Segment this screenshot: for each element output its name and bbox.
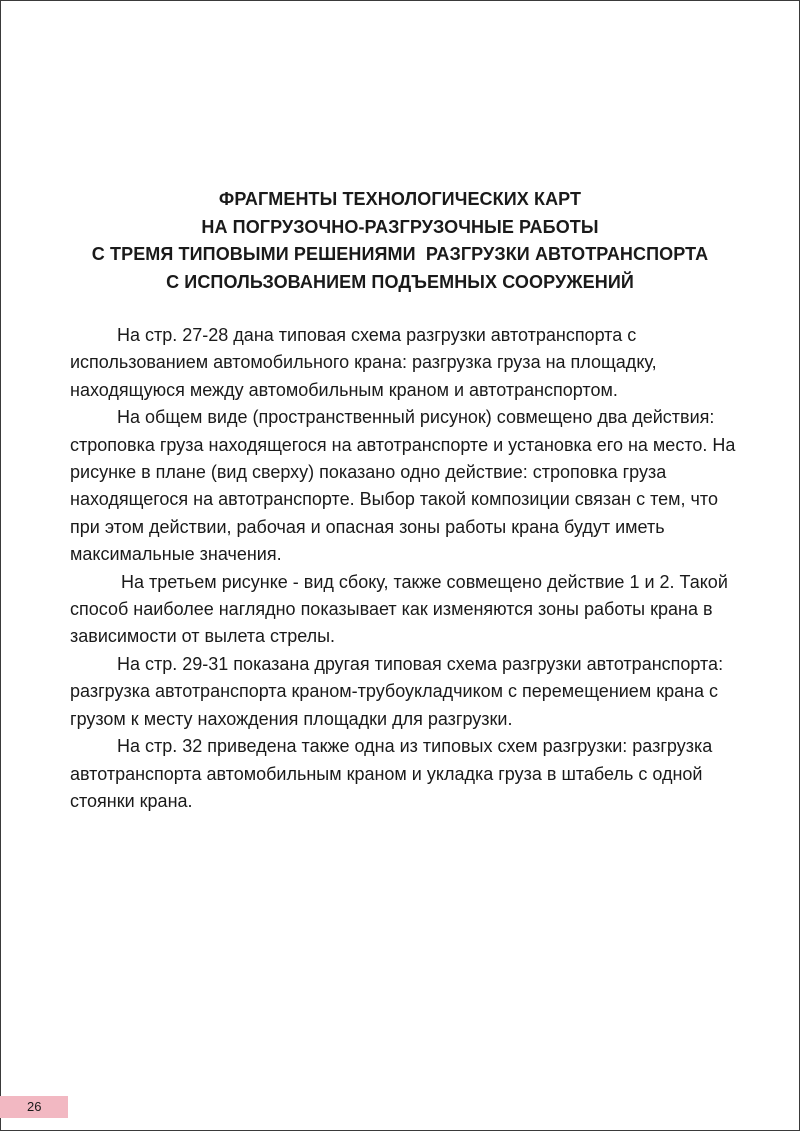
heading-line-1: ФРАГМЕНТЫ ТЕХНОЛОГИЧЕСКИХ КАРТ — [218, 189, 582, 209]
heading-line-4: С ИСПОЛЬЗОВАНИЕМ ПОДЪЕМНЫХ СООРУЖЕНИЙ — [166, 271, 634, 292]
document-heading — [40, 186, 760, 296]
paragraph-1: На стр. 27-28 дана типовая схема разгрузки автотранспорта с использованием автомобильного крана: разгрузка груза на площадку, находящуюся между автомобильным краном и автотранспортом. — [70, 325, 657, 400]
paragraph-2: На общем виде (пространственный рисунок) совмещено два действия: строповка груза находящегося на автотранспорте и установка его на место. На рисунке в плане (вид сверху) показано одно действие: строповка груза находящегося на автотранспорте. Выбор такой композиции связан с тем, что при этом действии, рабочая и опасная зоны работы крана будут иметь максимальные значения. — [70, 407, 736, 565]
paragraph-3: На третьем рисунке - вид сбоку, также совмещено действие 1 и 2. Такой способ наиболее наглядно показывает как изменяются зоны работы крана в зависимости от вылета стрелы. — [70, 571, 728, 647]
heading-line-2: НА ПОГРУЗОЧНО-РАЗГРУЗОЧНЫЕ РАБОТЫ — [201, 216, 599, 237]
body-text — [70, 322, 740, 815]
paragraph-5: На стр. 32 приведена также одна из типовых схем разгрузки: разгрузка автотранспорта автомобильным краном и укладка груза в штабель с одной стоянки крана. — [70, 736, 713, 811]
heading-line-3: С ТРЕМЯ ТИПОВЫМИ РЕШЕНИЯМИ РАЗГРУЗКИ АВТОТРАНСПОРТА — [91, 244, 709, 264]
paragraph-4: На стр. 29-31 показана другая типовая схема разгрузки автотранспорта: разгрузка автотранспорта краном-трубоукладчиком с перемещением крана с грузом к месту нахождения площадки для разгрузки. — [70, 653, 724, 729]
page-number: 26 — [0, 1096, 68, 1118]
